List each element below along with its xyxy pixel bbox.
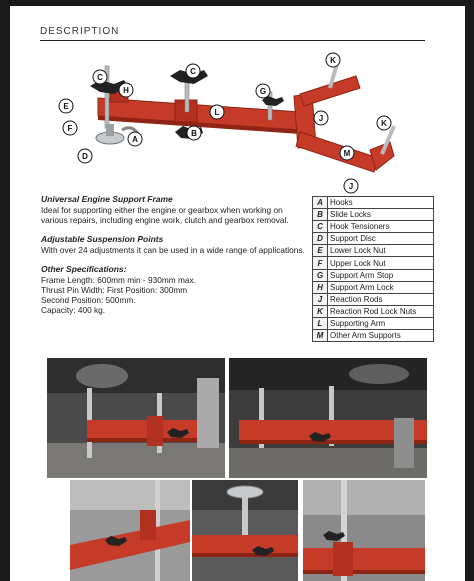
legend-key: G — [313, 269, 328, 281]
legend-row — [313, 293, 434, 305]
description-text — [41, 194, 306, 315]
callout-c-left — [93, 70, 107, 84]
section-header — [40, 26, 425, 41]
svg-text:C: C — [190, 67, 196, 76]
svg-text:B: B — [191, 129, 197, 138]
legend-key: D — [313, 233, 328, 245]
legend-row — [313, 245, 434, 257]
legend-key: B — [313, 209, 328, 221]
legend-label: Support Arm Lock — [328, 281, 434, 293]
callout-d — [78, 149, 92, 163]
photo-frame-under-vehicle-right — [229, 358, 427, 478]
legend-label: Hook Tensioners — [328, 221, 434, 233]
legend-row — [313, 233, 434, 245]
legend-label: Upper Lock Nut — [328, 257, 434, 269]
product-sheet-page — [10, 6, 465, 581]
body-adjustable-points: With over 24 adjustments it can be used in a wide range of applications. — [41, 245, 305, 255]
legend-key: H — [313, 281, 328, 293]
svg-text:D: D — [82, 152, 88, 161]
svg-text:L: L — [214, 108, 220, 117]
legend-row — [313, 257, 434, 269]
legend-label: Other Arm Supports — [328, 330, 434, 342]
photo-frame-closeup-center — [192, 480, 298, 581]
spec-line: Second Position: 500mm. — [41, 295, 136, 305]
body-universal-frame: Ideal for supporting either the engine or gearbox when working on various repairs, including engine work, clutch and gearbox removal. — [41, 205, 289, 225]
callout-g — [256, 84, 270, 98]
spec-line: Capacity: 400 kg. — [41, 305, 106, 315]
engine-support-frame-diagram — [10, 46, 465, 196]
callout-m — [340, 146, 354, 160]
svg-text:A: A — [132, 135, 138, 144]
heading-universal-frame: Universal Engine Support Frame — [41, 194, 173, 204]
legend-row — [313, 305, 434, 317]
legend-row — [313, 221, 434, 233]
legend-label: Support Arm Stop — [328, 269, 434, 281]
legend-label: Reaction Rod Lock Nuts — [328, 305, 434, 317]
legend-label: Hooks — [328, 197, 434, 209]
legend-row — [313, 209, 434, 221]
svg-text:J: J — [318, 114, 324, 123]
legend-key: J — [313, 293, 328, 305]
callout-h — [119, 83, 133, 97]
legend-key: C — [313, 221, 328, 233]
callout-j-bottom — [344, 179, 358, 193]
legend-label: Slide Locks — [328, 209, 434, 221]
legend-row — [313, 269, 434, 281]
legend-key: A — [313, 197, 328, 209]
legend-label: Supporting Arm — [328, 317, 434, 329]
svg-text:M: M — [343, 149, 351, 158]
photo-frame-closeup-left — [70, 480, 190, 581]
callout-k-top — [326, 53, 340, 67]
callout-k-right — [377, 116, 391, 130]
callout-c-mid — [186, 64, 200, 78]
svg-text:E: E — [63, 102, 69, 111]
upper-reaction-arm — [300, 76, 360, 106]
lower-reaction-arm — [296, 132, 378, 172]
callout-e — [59, 99, 73, 113]
svg-text:K: K — [381, 119, 387, 128]
legend-row — [313, 330, 434, 342]
section-title: DESCRIPTION — [40, 26, 120, 37]
legend-key: K — [313, 305, 328, 317]
legend-key: L — [313, 317, 328, 329]
photo-frame-closeup-right — [303, 480, 425, 581]
spec-line: Thrust Pin Width: First Position: 300mm — [41, 285, 188, 295]
heading-adjustable-points: Adjustable Suspension Points — [41, 234, 164, 244]
spec-line: Frame Length: 600mm min - 930mm max. — [41, 275, 196, 285]
svg-text:K: K — [330, 56, 336, 65]
parts-legend-table — [312, 196, 434, 342]
svg-text:J: J — [348, 182, 354, 191]
legend-key: E — [313, 245, 328, 257]
callout-j-top — [314, 111, 328, 125]
callout-f — [63, 121, 77, 135]
legend-key: M — [313, 330, 328, 342]
legend-label: Lower Lock Nut — [328, 245, 434, 257]
heading-other-specs: Other Specifications: — [41, 264, 127, 274]
legend-label: Support Disc — [328, 233, 434, 245]
svg-text:C: C — [97, 73, 103, 82]
legend-key: F — [313, 257, 328, 269]
svg-text:F: F — [67, 124, 73, 133]
callout-a — [128, 132, 142, 146]
callout-b — [187, 126, 201, 140]
legend-label: Reaction Rods — [328, 293, 434, 305]
svg-text:H: H — [123, 86, 129, 95]
legend-row — [313, 281, 434, 293]
legend-row — [313, 197, 434, 209]
callout-l — [210, 105, 224, 119]
photo-frame-under-vehicle-left — [47, 358, 225, 478]
svg-text:G: G — [259, 87, 267, 96]
legend-row — [313, 317, 434, 329]
